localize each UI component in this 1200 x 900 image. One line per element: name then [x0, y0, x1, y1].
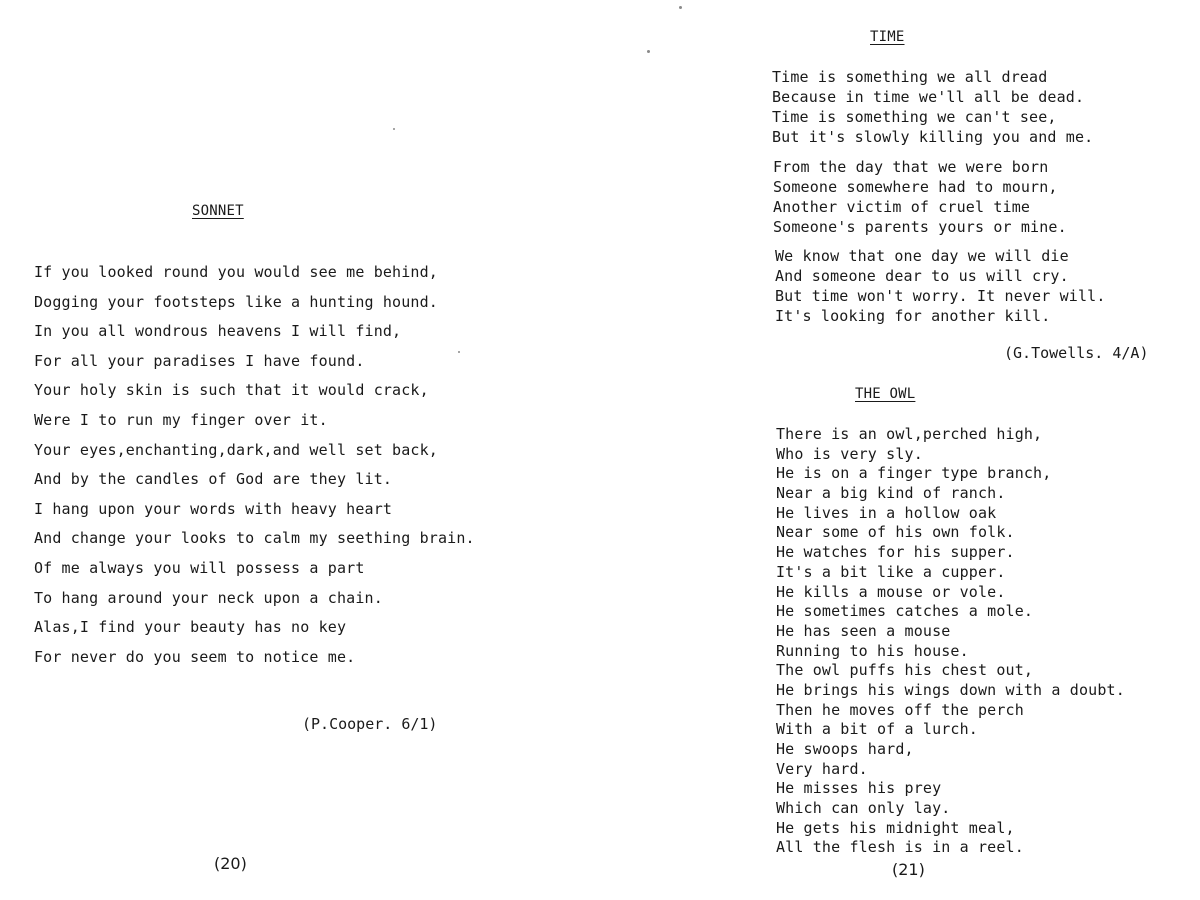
sonnet-line: I hang upon your words with heavy heart [34, 499, 393, 518]
owl-line: There is an owl,perched high, [776, 425, 1043, 443]
owl-line: He kills a mouse or vole. [776, 582, 1006, 601]
sonnet-line: Dogging your footsteps like a hunting hound. [34, 292, 438, 311]
paper-speck [458, 351, 460, 353]
owl-line: It's a bit like a cupper. [776, 562, 1006, 581]
owl-line: Which can only lay. [776, 799, 951, 818]
sonnet-author: (P.Cooper. 6/1) [302, 715, 438, 733]
time-line: But time won't worry. It never will. [775, 287, 1106, 305]
paper-speck [679, 6, 682, 9]
sonnet-line: For never do you seem to notice me. [34, 647, 356, 666]
time-line: It's looking for another kill. [775, 307, 1051, 325]
owl-line: The owl puffs his chest out, [776, 661, 1034, 680]
sonnet-line: And change your looks to calm my seething brain. [34, 529, 475, 548]
page-number-left: (20) [214, 854, 247, 873]
owl-line: He has seen a mouse [776, 621, 951, 640]
time-line: Time is something we all dread [772, 68, 1048, 86]
sonnet-title: SONNET [192, 203, 244, 219]
time-stanza-2 [773, 157, 1067, 237]
time-line: From the day that we were born [773, 158, 1049, 176]
owl-title: THE OWL [855, 386, 916, 402]
owl-line: He is on a finger type branch, [776, 464, 1052, 483]
owl-lines [776, 425, 1125, 858]
time-stanza-3 [775, 246, 1106, 326]
owl-line: Who is very sly. [776, 444, 923, 463]
time-line: But it's slowly killing you and me. [772, 128, 1094, 146]
time-author: (G.Towells. 4/A) [1004, 344, 1149, 362]
owl-line: He swoops hard, [776, 740, 914, 758]
owl-line: All the flesh is in a reel. [776, 838, 1024, 857]
sonnet-line: To hang around your neck upon a chain. [34, 588, 383, 607]
owl-line: He sometimes catches a mole. [776, 602, 1034, 621]
owl-line: With a bit of a lurch. [776, 720, 978, 739]
owl-line: Near some of his own folk. [776, 523, 1015, 542]
owl-line: Very hard. [776, 759, 868, 778]
time-line: And someone dear to us will cry. [775, 267, 1069, 285]
sonnet-lines [34, 258, 475, 672]
owl-line: He misses his prey [776, 779, 942, 798]
owl-line: Near a big kind of ranch. [776, 484, 1006, 503]
time-line: Because in time we'll all be dead. [772, 88, 1085, 106]
time-line: Someone's parents yours or mine. [773, 218, 1067, 236]
paper-speck [393, 128, 395, 130]
owl-line: He lives in a hollow oak [776, 503, 997, 522]
sonnet-line: If you looked round you would see me behind, [34, 263, 438, 281]
time-line: Someone somewhere had to mourn, [773, 178, 1058, 196]
time-line: Another victim of cruel time [773, 198, 1031, 216]
sonnet-line: Of me always you will possess a part [34, 558, 365, 577]
paper-speck [647, 50, 650, 53]
owl-line: Running to his house. [776, 641, 969, 660]
owl-line: He brings his wings down with a doubt. [776, 680, 1125, 699]
sonnet-line: Your holy skin is such that it would crack, [34, 381, 429, 400]
owl-line: He gets his midnight meal, [776, 818, 1015, 837]
sonnet-line: And by the candles of God are they lit. [34, 470, 393, 489]
time-title: TIME [870, 29, 905, 45]
sonnet-line: Alas,I find your beauty has no key [34, 618, 347, 637]
page-number-right: (21) [892, 860, 925, 879]
sonnet-line: For all your paradises I have found. [34, 351, 365, 370]
time-stanza-1 [772, 67, 1093, 147]
right-page [600, 0, 1200, 900]
sonnet-line: Your eyes,enchanting,dark,and well set back, [34, 440, 438, 459]
sonnet-line: In you all wondrous heavens I will find, [34, 322, 402, 341]
owl-line: He watches for his supper. [776, 543, 1015, 562]
owl-line: Then he moves off the perch [776, 700, 1024, 719]
time-line: Time is something we can't see, [772, 108, 1057, 126]
sonnet-line: Were I to run my finger over it. [34, 410, 328, 429]
time-line: We know that one day we will die [775, 247, 1069, 265]
